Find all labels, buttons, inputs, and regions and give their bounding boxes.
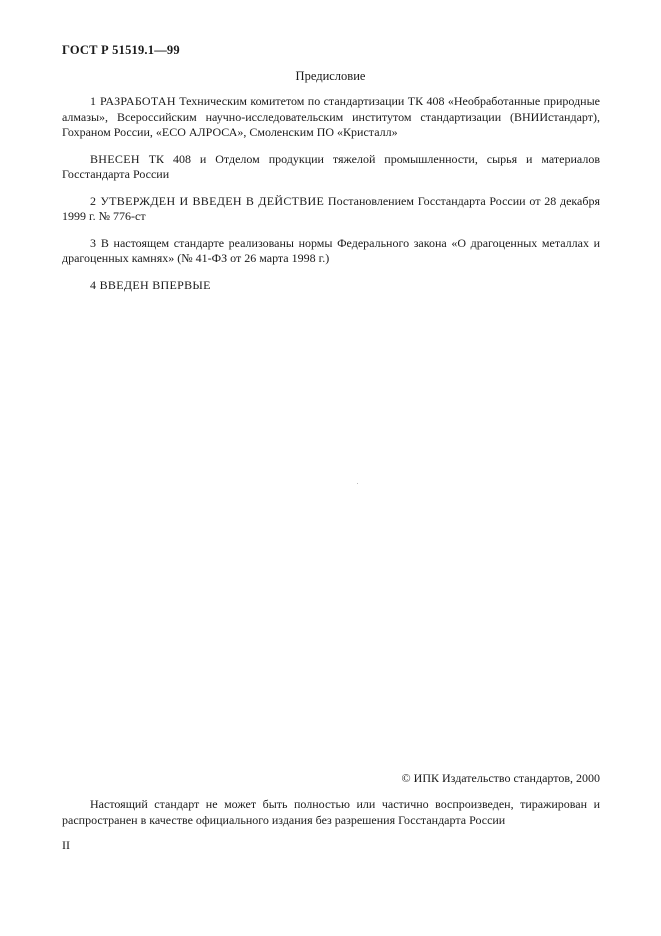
paragraph-lead: ВНЕСЕН [90,151,140,166]
standard-code-header: ГОСТ Р 51519.1—99 [62,43,180,57]
foreword-paragraph-3 [62,194,600,225]
paragraph-text: Постановлением Госстандарта России от 28 декабря 1999 г. № 776-ст [62,193,601,223]
paragraph-text: Техническим комитетом по стандартизации ТК 408 «Необработанные природные алмазы», Всероссийским научно-исследовательским институтом стандартизации (ВНИИстандарт), Гохраном России, «ЕСО АЛРОСА», Смоленским ПО «Кристалл» [62,94,600,139]
foreword-paragraph-5 [62,278,600,294]
paragraph-lead: 3 [90,235,97,250]
paragraph-text: В настоящем стандарте реализованы нормы Федерального закона «О драгоценных металлах и драгоценных камнях» (№ 41-ФЗ от 26 марта 1998 г.) [62,235,600,265]
copyright-line: © ИПК Издательство стандартов, 2000 [401,771,600,785]
paragraph-lead: 4 ВВЕДЕН ВПЕРВЫЕ [90,277,211,292]
paragraph-lead: 2 УТВЕРЖДЕН И ВВЕДЕН В ДЕЙСТВИЕ [90,193,325,208]
scan-speck [357,483,358,484]
foreword-paragraph-1 [62,94,600,141]
page-number: II [62,838,70,852]
foreword-paragraph-4 [62,236,600,267]
foreword-paragraph-2 [62,152,600,183]
paragraph-text: ТК 408 и Отделом продукции тяжелой промышленности, сырья и материалов Госстандарта России [62,151,600,181]
paragraph-lead: 1 РАЗРАБОТАН [90,94,176,108]
section-title: Предисловие [295,69,366,83]
foreword-content [62,94,600,304]
reproduction-notice: Настоящий стандарт не может быть полностью или частично воспроизведен, тиражирован и распространен в качестве официального издания без разрешения Госстандарта России [62,797,600,827]
